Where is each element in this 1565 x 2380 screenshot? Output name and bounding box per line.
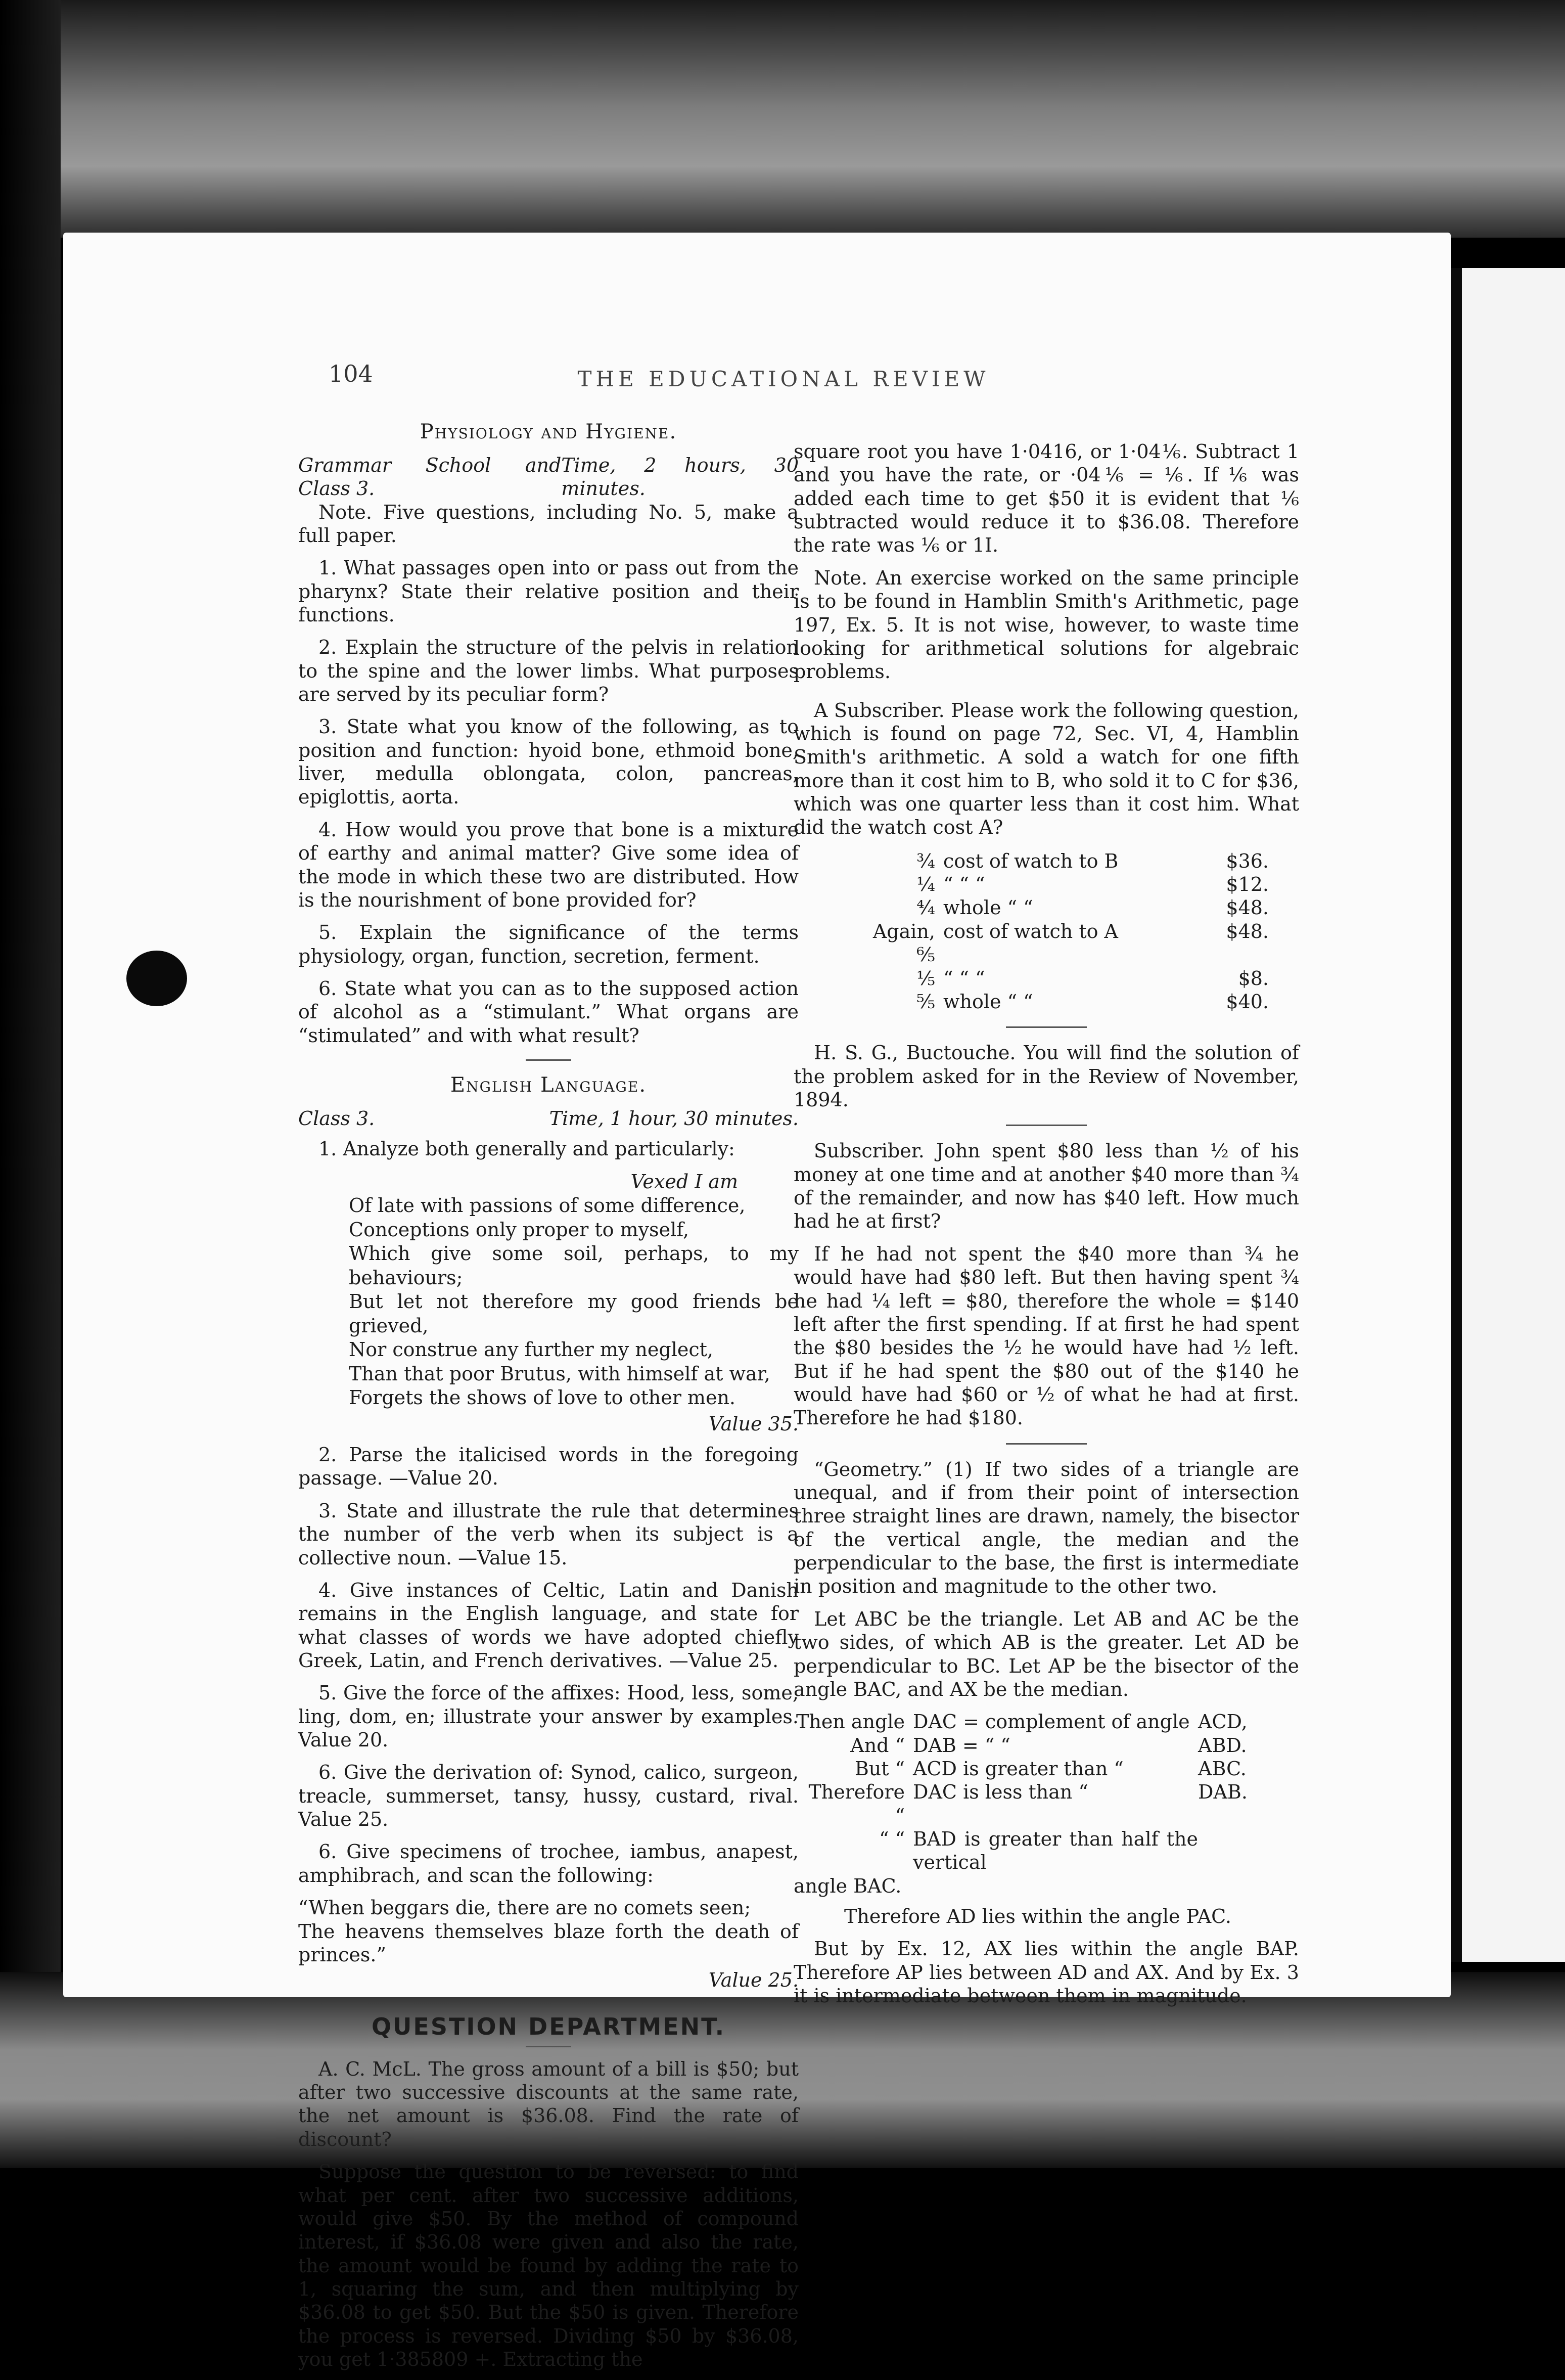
quoted-couplet — [298, 1896, 799, 1992]
verse-line: Nor construe any further my neglect, — [349, 1338, 713, 1361]
geo-row — [794, 1780, 1299, 1827]
calc-amount: $36. — [1226, 849, 1269, 872]
geo-lead: Then angle — [796, 1711, 905, 1733]
facing-page-edge — [1451, 268, 1565, 1962]
physiology-question: 1. What passages open into or pass out from the pharynx? State their relative position and their functions. — [298, 557, 799, 626]
calc-amount: $8. — [1238, 967, 1269, 990]
calc-text: “ “ “ — [943, 967, 985, 990]
left-column — [298, 415, 799, 2380]
geometry-question: “Geometry.” (1) If two sides of a triangle are unequal, and if from their point of intersection three straight lines are drawn, namely, the bisector of the vertical angle, the median and the perpendicular to the base, the first is intermediate in position and magnitude to the other two. — [794, 1458, 1299, 1598]
geo-text: DAB = “ “ — [913, 1734, 1010, 1757]
film-border-top — [0, 0, 1565, 238]
geometry-conclusion: But by Ex. 12, AX lies within the angle BAP. Therefore AP lies between AD and AX. And by Ex. 3 it is intermediate between them in magnitude. — [794, 1938, 1299, 2007]
physiology-question: 6. State what you can as to the supposed action of alcohol as a “stimulant.” What organs are “stimulated” and with what result? — [298, 977, 799, 1047]
calc-text: whole “ “ — [943, 896, 1033, 919]
acmcl-question: A. C. McL. The gross amount of a bill is $50; but after two successive discounts at the same rate, the net amount is $36.08. Find the rate of discount? — [298, 2057, 799, 2150]
calc-row — [854, 990, 1269, 1013]
film-border-left — [0, 0, 61, 2168]
verse-line: But let not therefore my good friends be grieved, — [349, 1290, 799, 1337]
english-question: 2. Parse the italicised words in the foregoing passage. —Value 20. — [298, 1444, 799, 1490]
geo-row — [794, 1734, 1299, 1757]
physiology-question: 5. Explain the significance of the terms physiology, organ, function, secretion, ferment. — [298, 921, 799, 967]
geo-row — [794, 1757, 1299, 1780]
hsg-answer: H. S. G., Buctouche. You will find the solution of the problem asked for in the Review of November, 1894. — [794, 1042, 1299, 1111]
calc-lead: ⁴⁄₄ — [916, 896, 935, 919]
right-column — [794, 440, 1299, 2017]
geo-text: DAC is less than “ — [913, 1781, 1088, 1804]
physiology-question: 3. State what you know of the following, as to position and function: hyoid bone, ethmoid bone, liver, medulla oblongata, colon, pancreas, epiglottis, aorta. — [298, 715, 799, 809]
verse-line: Forgets the shows of love to other men. — [349, 1386, 736, 1409]
calc-amount: $40. — [1226, 990, 1269, 1013]
geo-end: ABC. — [1198, 1757, 1247, 1780]
calc-amount: $12. — [1226, 873, 1269, 896]
physiology-questions — [298, 556, 799, 1047]
calc-text: whole “ “ — [943, 990, 1033, 1013]
geo-text: ACD is greater than “ — [913, 1757, 1124, 1780]
acmcl-answer: Suppose the question to be reversed: to find what per cent. after two successive additions, would give $50. By the method of compound interest, if $36.08 were given and also the rate, the amount would be found by adding the rate to 1, squaring the sum, and then multiplying by $36.08 to get $50. But the $50 is given. Therefore the process is reversed. Dividing $50 by $36.08, you get 1·385809 +. Extracting the — [298, 2161, 799, 2371]
physiology-question: 2. Explain the structure of the pelvis in relation to the spine and the lower limbs. What purposes are served by its peculiar form? — [298, 636, 799, 706]
english-question: 4. Give instances of Celtic, Latin and Danish remains in the English language, and state for what classes of words we have adopted chiefly Greek, Latin, and French derivatives. —Value 25. — [298, 1579, 799, 1672]
english-class: Class 3. — [298, 1107, 375, 1130]
geo-text: BAD is greater than half the vertical — [913, 1828, 1198, 1874]
subscriber2-answer: If he had not spent the $40 more than ¾ he would have had $80 left. But then having spent ¾ he had ¼ left = $80, therefore the whole = $140 left after the first spending. If at first he had spent the $80 besides the ½ he would have had ½ left. But if he had spent the $80 out of the $140 he would have had $60 or ½ of what he had at first. Therefore he had $180. — [794, 1242, 1299, 1429]
calc-lead: ⁵⁄₅ — [916, 990, 935, 1013]
geo-lead: And “ — [850, 1734, 905, 1757]
english-question-1: 1. Analyze both generally and particularly: — [318, 1138, 735, 1160]
calc-lead: ¾ — [916, 849, 935, 872]
subscriber2-question: Subscriber. John spent $80 less than ½ of his money at one time and at another $40 more than ¾ of the remainder, and now has $40 left. How much had he at first? — [794, 1140, 1299, 1233]
verse-line: Of late with passions of some difference, — [349, 1194, 746, 1217]
section-rule — [1006, 1443, 1087, 1445]
calc-lead: ⅕ — [916, 967, 935, 990]
calc-row — [854, 849, 1269, 873]
couplet-line: The heavens themselves blaze forth the death of princes.” — [298, 1920, 799, 1966]
binder-hole — [126, 951, 187, 1006]
geometry-setup: Let ABC be the triangle. Let AB and AC be the two sides, of which AB is the greater. Let AD be perpendicular to BC. Let AP be the bisector of the angle BAC, and AX be the median. — [794, 1607, 1299, 1700]
subscriber-question: A Subscriber. Please work the following question, which is found on page 72, Sec. VI, 4, Hamblin Smith's arithmetic. A sold a watch for one fifth more than it cost him to B, who sold it to C for $36, which was one quarter less than it cost him. What did the watch cost A? — [794, 699, 1299, 839]
english-heading: English Language. — [450, 1073, 647, 1097]
physiology-heading: Physiology and Hygiene. — [420, 420, 677, 443]
editor-note: Note. An exercise worked on the same principle is to be found in Hamblin Smith's Arithmetic, page 197, Ex. 5. It is not wise, however, to waste time looking for arithmetical solutions for algebraic problems. — [794, 566, 1299, 683]
geo-end: DAB. — [1198, 1781, 1248, 1804]
quoted-verse — [349, 1170, 799, 1436]
geo-lead: But “ — [854, 1757, 905, 1780]
running-head: THE EDUCATIONAL REVIEW — [577, 367, 990, 391]
question-value: Value 25. — [708, 1969, 799, 1992]
geo-end: ACD, — [1198, 1711, 1248, 1733]
page-number: 104 — [329, 360, 373, 387]
geo-text: DAC = complement of angle — [913, 1711, 1190, 1733]
calc-row — [854, 920, 1269, 967]
calc-text: cost of watch to B — [943, 849, 1119, 872]
english-question: 5. Give the force of the affixes: Hood, less, some, ling, dom, en; illustrate your answer by examples. Value 20. — [298, 1682, 799, 1752]
calc-text: cost of watch to A — [943, 920, 1118, 942]
question-department-title: QUESTION DEPARTMENT. — [371, 2012, 726, 2040]
question-value: Value 35. — [708, 1412, 799, 1435]
calc-row — [854, 873, 1269, 896]
geometry-proof — [794, 1710, 1299, 1898]
geo-tail: angle BAC. — [794, 1874, 902, 1897]
physiology-class-row — [298, 454, 799, 501]
physiology-question: 4. How would you prove that bone is a mixture of earthy and animal matter? Give some idea of the mode in which these two are distributed. How is the nourishment of bone provided for? — [298, 818, 799, 911]
english-question: 3. State and illustrate the rule that determines the number of the verb when its subject is a collective noun. —Value 15. — [298, 1499, 799, 1569]
verse-head: Vexed I am — [630, 1170, 738, 1193]
calc-text: “ “ “ — [943, 873, 985, 896]
couplet-line: “When beggars die, there are no comets seen; — [298, 1897, 751, 1919]
section-rule — [526, 1059, 571, 1061]
english-questions — [298, 1443, 799, 1887]
english-class-row — [298, 1107, 799, 1130]
acmcl-answer-continued: square root you have 1·0416, or 1·04⅙. Subtract 1 and you have the rate, or ·04⅙ = ⅙. If ⅙ was added each time to get $50 it is evident that ⅙ subtracted would reduce it to $36.08. Therefore the rate was ⅙ or 1Ⅰ. — [794, 440, 1299, 557]
verse-line: Than that poor Brutus, with himself at war, — [349, 1362, 770, 1385]
section-rule — [1006, 1026, 1087, 1028]
english-time: Time, 1 hour, 30 minutes. — [549, 1107, 799, 1130]
section-rule — [526, 2046, 571, 2047]
physiology-time: Time, 2 hours, 30 minutes. — [561, 454, 799, 500]
section-rule — [1006, 1125, 1087, 1126]
physiology-note: Note. Five questions, including No. 5, make a full paper. — [298, 501, 799, 547]
geometry-conclusion: Therefore AD lies within the angle PAC. — [844, 1905, 1231, 1928]
watch-calculation — [854, 849, 1269, 1014]
calc-row — [854, 967, 1269, 990]
physiology-class: Grammar School and Class 3. — [298, 454, 562, 500]
verse-line: Which give some soil, perhaps, to my behaviours; — [349, 1242, 799, 1289]
geo-lead: “ “ — [879, 1828, 905, 1851]
english-question: 6. Give specimens of trochee, iambus, anapest, amphibrach, and scan the following: — [298, 1840, 799, 1887]
verse-line: Conceptions only proper to myself, — [349, 1218, 689, 1241]
calc-lead: Again, ⁶⁄₅ — [872, 920, 935, 966]
geo-row — [794, 1827, 1299, 1874]
calc-amount: $48. — [1226, 920, 1269, 942]
english-question: 6. Give the derivation of: Synod, calico, surgeon, treacle, summerset, tansy, hussy, custard, rival. Value 25. — [298, 1761, 799, 1831]
geo-end: ABD. — [1198, 1734, 1247, 1757]
calc-row — [854, 896, 1269, 919]
geo-row — [794, 1710, 1299, 1733]
geo-lead: Therefore “ — [808, 1781, 905, 1827]
calc-amount: $48. — [1226, 896, 1269, 919]
calc-lead: ¼ — [916, 873, 935, 896]
